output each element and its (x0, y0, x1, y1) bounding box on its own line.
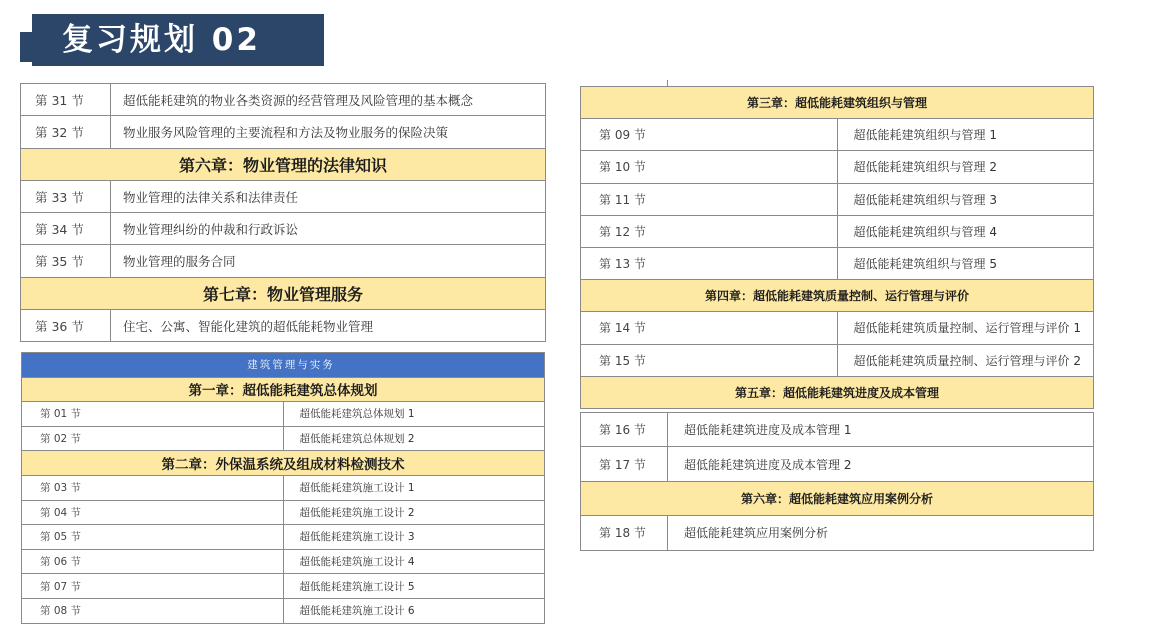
lesson-title: 超低能耗建筑组织与管理 3 (837, 183, 1094, 215)
chapter-header-row (581, 87, 1094, 119)
lesson-number: 第 16 节 (581, 413, 668, 447)
lesson-title: 超低能耗建筑进度及成本管理 1 (668, 413, 1094, 447)
lesson-number: 第 04 节 (22, 500, 284, 525)
lesson-row (581, 447, 1094, 481)
chapter-title: 第二章：外保温系统及组成材料检测技术 (22, 451, 545, 476)
lesson-number: 第 07 节 (22, 574, 284, 599)
lesson-title: 超低能耗建筑总体规划 2 (283, 426, 545, 451)
lesson-number: 第 17 节 (581, 447, 668, 481)
lesson-row (581, 344, 1094, 376)
lesson-row (21, 180, 546, 212)
chapter-title: 第六章：超低能耗建筑应用案例分析 (581, 481, 1094, 515)
lesson-number: 第 35 节 (21, 245, 111, 277)
lesson-title: 超低能耗建筑施工设计 3 (283, 525, 545, 550)
lesson-number: 第 10 节 (581, 151, 838, 183)
lesson-row (21, 245, 546, 277)
lesson-row (22, 549, 545, 574)
lesson-title: 住宅、公寓、智能化建筑的超低能耗物业管理 (111, 310, 546, 342)
lesson-title: 超低能耗建筑施工设计 4 (283, 549, 545, 574)
lesson-row (21, 310, 546, 342)
chapter-title: 第三章：超低能耗建筑组织与管理 (581, 87, 1094, 119)
chapter-title: 第六章：物业管理的法律知识 (21, 148, 546, 180)
chapter-header-row (22, 377, 545, 402)
chapter-header-row (581, 481, 1094, 515)
lesson-row (22, 598, 545, 623)
lesson-row (21, 84, 546, 116)
lesson-title: 超低能耗建筑应用案例分析 (668, 516, 1094, 550)
lesson-row (22, 525, 545, 550)
lesson-row (581, 312, 1094, 344)
schedule-table-right (580, 86, 1094, 409)
lesson-number: 第 34 节 (21, 213, 111, 245)
lesson-number: 第 12 节 (581, 215, 838, 247)
lesson-title: 超低能耗建筑总体规划 1 (283, 402, 545, 427)
lesson-number: 第 15 节 (581, 344, 838, 376)
chapter-header-row (21, 148, 546, 180)
chapter-header-row (581, 376, 1094, 408)
lesson-number: 第 05 节 (22, 525, 284, 550)
lesson-number: 第 33 节 (21, 180, 111, 212)
lesson-number: 第 14 节 (581, 312, 838, 344)
lesson-row (21, 116, 546, 148)
lesson-number: 第 09 节 (581, 119, 838, 151)
lesson-title: 物业管理的服务合同 (111, 245, 546, 277)
lesson-number: 第 18 节 (581, 516, 668, 550)
chapter-title: 第五章：超低能耗建筑进度及成本管理 (581, 376, 1094, 408)
lesson-row (22, 426, 545, 451)
lesson-row (581, 183, 1094, 215)
lesson-title: 超低能耗建筑质量控制、运行管理与评价 1 (837, 312, 1094, 344)
section-header-row (22, 353, 545, 378)
lesson-title: 超低能耗建筑进度及成本管理 2 (668, 447, 1094, 481)
lesson-row (22, 402, 545, 427)
section-title: 建筑管理与实务 (22, 353, 545, 378)
lesson-number: 第 31 节 (21, 84, 111, 116)
lesson-title: 超低能耗建筑施工设计 5 (283, 574, 545, 599)
lesson-title: 超低能耗建筑施工设计 6 (283, 598, 545, 623)
lesson-row (21, 213, 546, 245)
chapter-header-row (22, 451, 545, 476)
schedule-table-right-bottom (580, 412, 1094, 551)
lesson-row (581, 151, 1094, 183)
lesson-number: 第 08 节 (22, 598, 284, 623)
lesson-row (581, 215, 1094, 247)
lesson-number: 第 13 节 (581, 247, 838, 279)
lesson-title: 超低能耗建筑质量控制、运行管理与评价 2 (837, 344, 1094, 376)
lesson-title: 物业管理纠纷的仲裁和行政诉讼 (111, 213, 546, 245)
lesson-title: 超低能耗建筑的物业各类资源的经营管理及风险管理的基本概念 (111, 84, 546, 116)
lesson-title: 超低能耗建筑组织与管理 4 (837, 215, 1094, 247)
page-title: 复习规划 02 (32, 14, 324, 66)
lesson-row (22, 475, 545, 500)
lesson-number: 第 32 节 (21, 116, 111, 148)
lesson-title: 物业管理的法律关系和法律责任 (111, 180, 546, 212)
chapter-header-row (21, 277, 546, 309)
lesson-number: 第 11 节 (581, 183, 838, 215)
lesson-number: 第 02 节 (22, 426, 284, 451)
chapter-title: 第七章：物业管理服务 (21, 277, 546, 309)
lesson-title: 超低能耗建筑施工设计 2 (283, 500, 545, 525)
lesson-title: 超低能耗建筑施工设计 1 (283, 475, 545, 500)
lesson-row (581, 247, 1094, 279)
lesson-number: 第 06 节 (22, 549, 284, 574)
lesson-number: 第 01 节 (22, 402, 284, 427)
chapter-header-row (581, 280, 1094, 312)
lesson-row (581, 119, 1094, 151)
lesson-row (22, 500, 545, 525)
lesson-title: 物业服务风险管理的主要流程和方法及物业服务的保险决策 (111, 116, 546, 148)
lesson-title: 超低能耗建筑组织与管理 5 (837, 247, 1094, 279)
lesson-title: 超低能耗建筑组织与管理 2 (837, 151, 1094, 183)
lesson-row (581, 413, 1094, 447)
lesson-row (581, 516, 1094, 550)
schedule-table-top-left (20, 83, 546, 342)
chapter-title: 第一章：超低能耗建筑总体规划 (22, 377, 545, 402)
chapter-title: 第四章：超低能耗建筑质量控制、运行管理与评价 (581, 280, 1094, 312)
lesson-number: 第 36 节 (21, 310, 111, 342)
schedule-table-building-practice (21, 352, 545, 624)
lesson-row (22, 574, 545, 599)
lesson-title: 超低能耗建筑组织与管理 1 (837, 119, 1094, 151)
lesson-number: 第 03 节 (22, 475, 284, 500)
